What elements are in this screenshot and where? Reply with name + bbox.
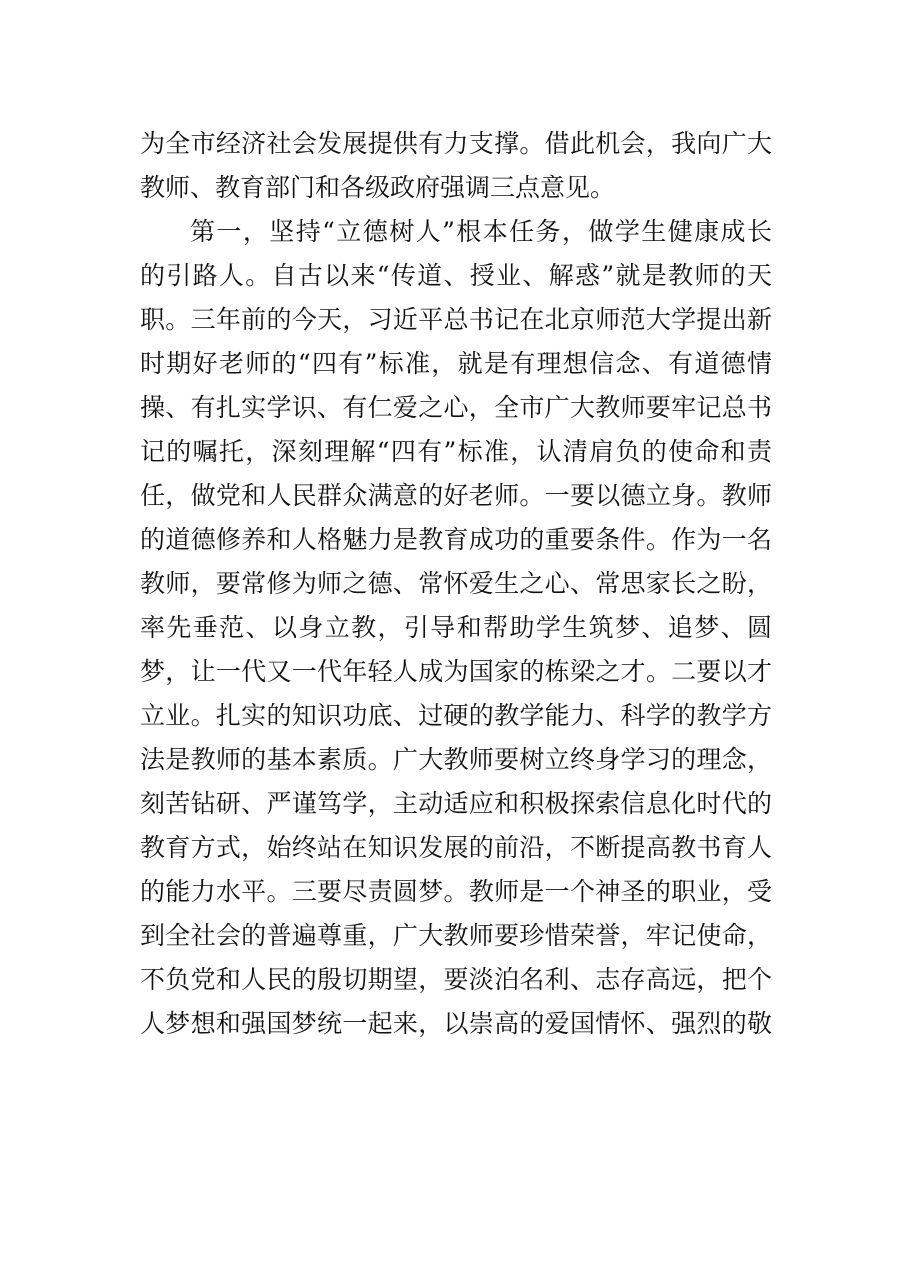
text-line: 教师、教育部门和各级政府强调三点意见。 bbox=[140, 173, 616, 202]
text-line: 到全社会的普遍尊重，广大教师要珍惜荣誉，牢记使命， bbox=[140, 921, 772, 950]
text-line: 教师，要常修为师之德、常怀爱生之心、常思家长之盼， bbox=[140, 569, 772, 598]
text-line: 为全市经济社会发展提供有力支撑。借此机会，我向广大 bbox=[140, 129, 772, 158]
text-line: 记的嘱托，深刻理解“四有”标准，认清肩负的使命和责 bbox=[140, 437, 772, 466]
text-line: 刻苦钻研、严谨笃学，主动适应和积极探索信息化时代的 bbox=[140, 789, 772, 818]
text-line: 法是教师的基本素质。广大教师要树立终身学习的理念， bbox=[140, 745, 772, 774]
paragraph-start-line: 第一，坚持“立德树人”根本任务，做学生健康成长 bbox=[190, 217, 772, 246]
text-line: 人梦想和强国梦统一起来，以崇高的爱国情怀、强烈的敬 bbox=[140, 1009, 772, 1038]
text-line: 的能力水平。三要尽责圆梦。教师是一个神圣的职业，受 bbox=[140, 877, 772, 906]
body-text bbox=[140, 122, 772, 1046]
text-line: 率先垂范、以身立教，引导和帮助学生筑梦、追梦、圆 bbox=[140, 613, 772, 642]
text-line: 梦，让一代又一代年轻人成为国家的栋梁之才。二要以才 bbox=[140, 657, 772, 686]
text-line: 操、有扎实学识、有仁爱之心，全市广大教师要牢记总书 bbox=[140, 393, 772, 422]
text-line: 的引路人。自古以来“传道、授业、解惑”就是教师的天 bbox=[140, 261, 772, 290]
text-line: 的道德修养和人格魅力是教育成功的重要条件。作为一名 bbox=[140, 525, 772, 554]
text-line: 时期好老师的“四有”标准，就是有理想信念、有道德情 bbox=[140, 349, 772, 378]
text-line: 立业。扎实的知识功底、过硬的教学能力、科学的教学方 bbox=[140, 701, 772, 730]
text-line: 教育方式，始终站在知识发展的前沿，不断提高教书育人 bbox=[140, 833, 772, 862]
text-line: 任，做党和人民群众满意的好老师。一要以德立身。教师 bbox=[140, 481, 772, 510]
text-line: 不负党和人民的殷切期望，要淡泊名利、志存高远，把个 bbox=[140, 965, 772, 994]
text-line: 职。三年前的今天，习近平总书记在北京师范大学提出新 bbox=[140, 305, 772, 334]
